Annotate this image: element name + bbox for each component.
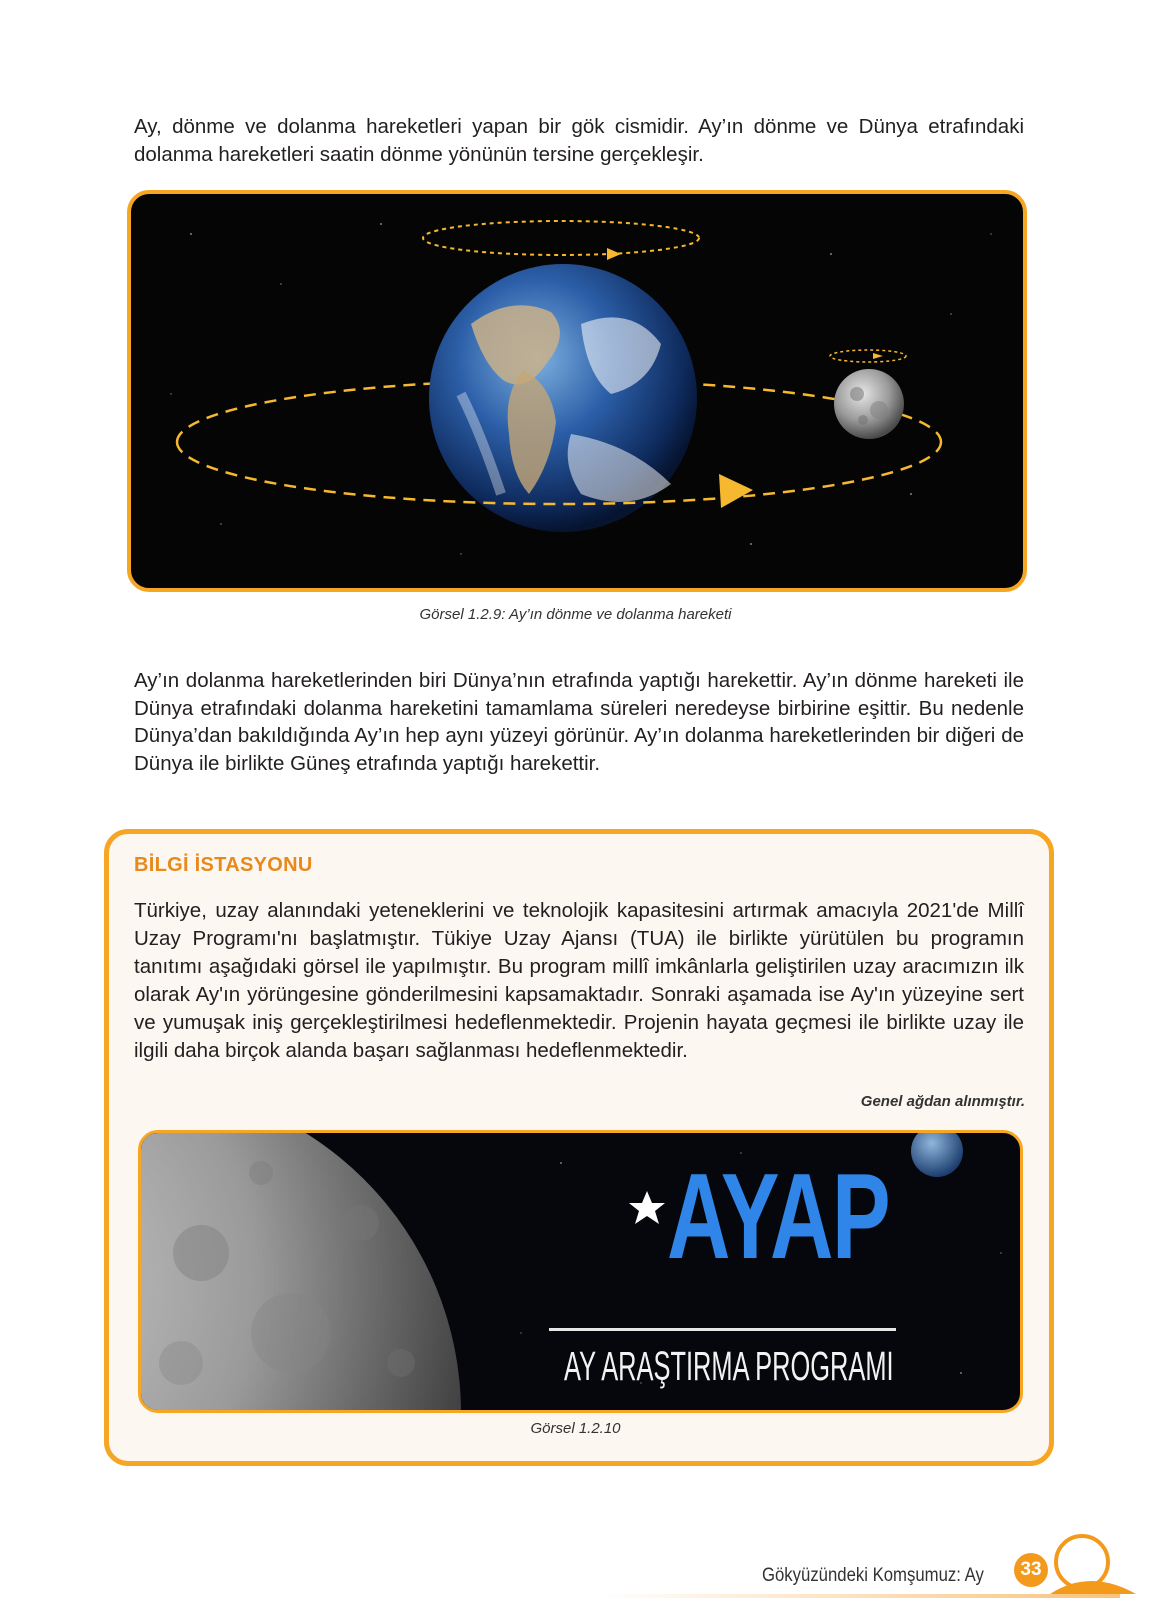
- orbit-illustration: [131, 194, 1023, 588]
- ayap-subtitle: AY ARAŞTIRMA PROGRAMI: [564, 1343, 894, 1389]
- body-paragraph: Ay’ın dolanma hareketlerinden biri Dünya’nın etrafında yaptığı harekettir. Ay’ın dönme hareketi ile Dünya etrafındaki dolanma hareketini tamamlama süreleri neredeyse birbirine eşittir. Bu nedenle Dünya’dan bakıldığında Ay’ın hep aynı yüzeyi görünür. Ay’ın dolanma hareketlerinden bir diğeri de Dünya ile birlikte Güneş etrafında yaptığı harekettir.: [134, 669, 1024, 775]
- orbit-arrowhead: [719, 474, 753, 508]
- crescent-icon: [579, 1185, 671, 1301]
- figure-caption-2: Görsel 1.2.10: [530, 1420, 621, 1437]
- ayap-title: AYAP: [667, 1148, 890, 1284]
- intro-paragraph: Ay, dönme ve dolanma hareketleri yapan bir gök cismidir. Ay’ın dönme ve Dünya etrafındaki dolanma hareketleri saatin dönme yönünün tersine gerçekleşir.: [134, 115, 1024, 166]
- earth-globe: [429, 264, 697, 532]
- lunar-surface: [141, 1133, 461, 1410]
- info-station-title: BİLGİ İSTASYONU: [134, 854, 313, 876]
- small-earth: [911, 1133, 963, 1177]
- figure-caption: Görsel 1.2.9: Ay’ın dönme ve dolanma hareketi: [419, 606, 732, 623]
- crescent-logo-icon: [1040, 1528, 1140, 1598]
- banner-divider: [549, 1328, 896, 1331]
- earth-rotation-ellipse: [423, 221, 699, 255]
- moon-rotation-arrowhead: [873, 353, 883, 359]
- moon-rotation-figure: [127, 190, 1027, 592]
- chapter-title: Gökyüzündeki Komşumuz: Ay: [762, 1565, 984, 1586]
- rotation-arrowhead: [607, 248, 621, 260]
- star-icon: [629, 1191, 665, 1224]
- moon: [834, 369, 904, 439]
- info-station-text: Türkiye, uzay alanındaki yeteneklerini ve teknolojik kapasitesini artırmak amacıyla 2021'de Millî Uzay Programı'nı başlatmıştır. Tükiye Uzay Ajansı (TUA) ile birlikte yürütülen bu programın tanıtımı aşağıdaki görsel ile yapılmıştır. Bu program millî imkânlarla geliştirilen uzay aracımızın ilk olarak Ay'ın yörüngesine gönderilmesini kapsamaktadır. Sonraki aşamada ise Ay'ın yüzeyine sert ve yumuşak iniş gerçekleştirilmesi hedeflenmektedir. Projenin hayata geçmesi ile birlikte uzay ile ilgili daha birçok alanda başarı sağlanması hedeflenmektedir.: [134, 899, 1024, 1062]
- source-note: Genel ağdan alınmıştır.: [860, 1093, 1025, 1110]
- page-number: 33: [1014, 1553, 1048, 1587]
- ayap-banner: [138, 1130, 1023, 1413]
- moon-rotation-ellipse: [830, 350, 906, 362]
